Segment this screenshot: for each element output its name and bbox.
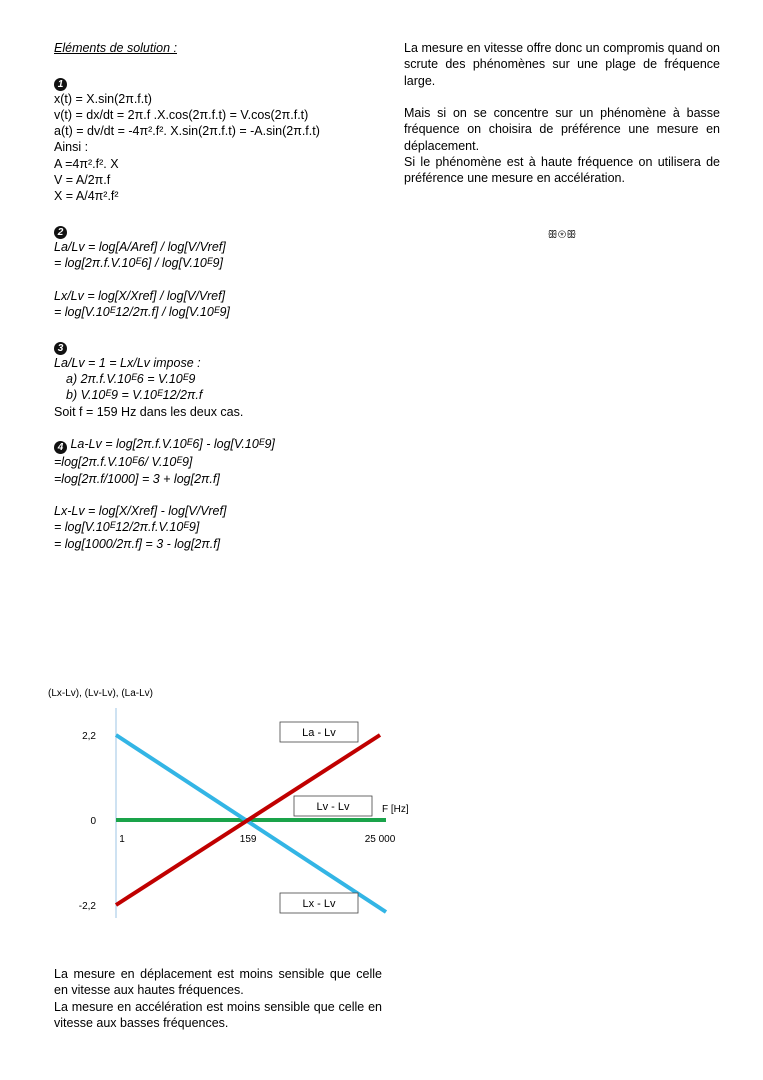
equation-line: a(t) = dv/dt = -4π².f². X.sin(2π.f.t) = -A.sin(2π.f.t) [54, 124, 320, 139]
equation-line: = log[2π.f.V.10ᴱ6] / log[V.10ᴱ9] [54, 256, 223, 271]
equation-line: Soit f = 159 Hz dans les deux cas. [54, 404, 244, 419]
y-tick-label: 2,2 [82, 731, 96, 742]
equation-line: b) V.10ᴱ9 = V.10ᴱ12/2π.f [66, 388, 203, 403]
level-difference-chart [44, 680, 424, 930]
equation-line: La-Lv = log[2π.f.V.10ᴱ6] - log[V.10ᴱ9] [70, 437, 275, 452]
equation-line: La/Lv = 1 = Lx/Lv impose : [54, 355, 201, 370]
equation-line: x(t) = X.sin(2π.f.t) [54, 91, 152, 106]
equation-line: X = A/4π².f² [54, 189, 119, 204]
summary-paragraph: La mesure en accélération est moins sensible que celle en vitesse aux basses fréquences. [54, 999, 382, 1031]
conclusion-paragraph: Si le phénomène est à haute fréquence on utilisera de préférence une mesure en accélération. [404, 155, 720, 186]
equation-line: = log[V.10ᴱ12/2π.f] / log[V.10ᴱ9] [54, 305, 230, 320]
equation-line: a) 2π.f.V.10ᴱ6 = V.10ᴱ9 [66, 372, 196, 387]
x-tick-label: 159 [239, 834, 257, 845]
section-2-marker: 2 [54, 226, 67, 239]
x-axis-label: F [Hz] [382, 804, 409, 815]
conclusion-column [404, 40, 720, 243]
legend-label: Lv - Lv [316, 801, 350, 813]
ornament-divider: ꕥ⊛ꕥ [547, 228, 577, 241]
equation-line: =log[2π.f.V.10ᴱ6/ V.10ᴱ9] [54, 455, 193, 470]
legend-label: La - Lv [302, 727, 336, 739]
conclusion-paragraph: Mais si on se concentre sur un phénomène à basse fréquence on choisira de préférence une mesure en déplacement. [404, 106, 720, 153]
legend-box-lv-lv [294, 796, 372, 816]
equation-line: Lx/Lv = log[X/Xref] / log[V/Vref] [54, 288, 226, 303]
conclusion-paragraph: La mesure en vitesse offre donc un compromis quand on scrute des phénomènes sur une plage de fréquence large. [404, 41, 720, 88]
equation-line: = log[1000/2π.f] = 3 - log[2π.f] [54, 536, 221, 551]
legend-box-la-lv [280, 722, 358, 742]
section-4-marker: 4 [54, 441, 67, 454]
x-tick-label: 25 000 [364, 834, 396, 845]
equation-line: Lx-Lv = log[X/Xref] - log[V/Vref] [54, 504, 227, 519]
legend-box-lx-lv [280, 893, 358, 913]
equation-line: v(t) = dx/dt = 2π.f .X.cos(2π.f.t) = V.cos(2π.f.t) [54, 107, 309, 122]
equation-line: = log[V.10ᴱ12/2π.f.V.10ᴱ9] [54, 520, 200, 535]
y-tick-label: 0 [90, 816, 96, 827]
solution-column [54, 40, 384, 552]
y-axis-label: (Lx-Lv), (Lv-Lv), (La-Lv) [48, 688, 154, 699]
summary-text [54, 966, 382, 1032]
x-tick-label: 1 [119, 834, 125, 845]
equation-line: V = A/2π.f [54, 173, 111, 188]
equation-line: La/Lv = log[A/Aref] / log[V/Vref] [54, 239, 226, 254]
series-line-lx-lv [116, 735, 386, 912]
section-1-marker: 1 [54, 78, 67, 91]
equation-line: Ainsi : [54, 140, 89, 155]
section-3-marker: 3 [54, 342, 67, 355]
y-tick-label: -2,2 [78, 901, 96, 912]
legend-label: Lx - Lv [302, 898, 336, 910]
equation-line: =log[2π.f/1000] = 3 + log[2π.f] [54, 471, 220, 486]
summary-paragraph: La mesure en déplacement est moins sensible que celle en vitesse aux hautes fréquences. [54, 967, 382, 998]
equation-line: A =4π².f². X [54, 156, 119, 171]
solution-title: Eléments de solution : [54, 41, 177, 55]
